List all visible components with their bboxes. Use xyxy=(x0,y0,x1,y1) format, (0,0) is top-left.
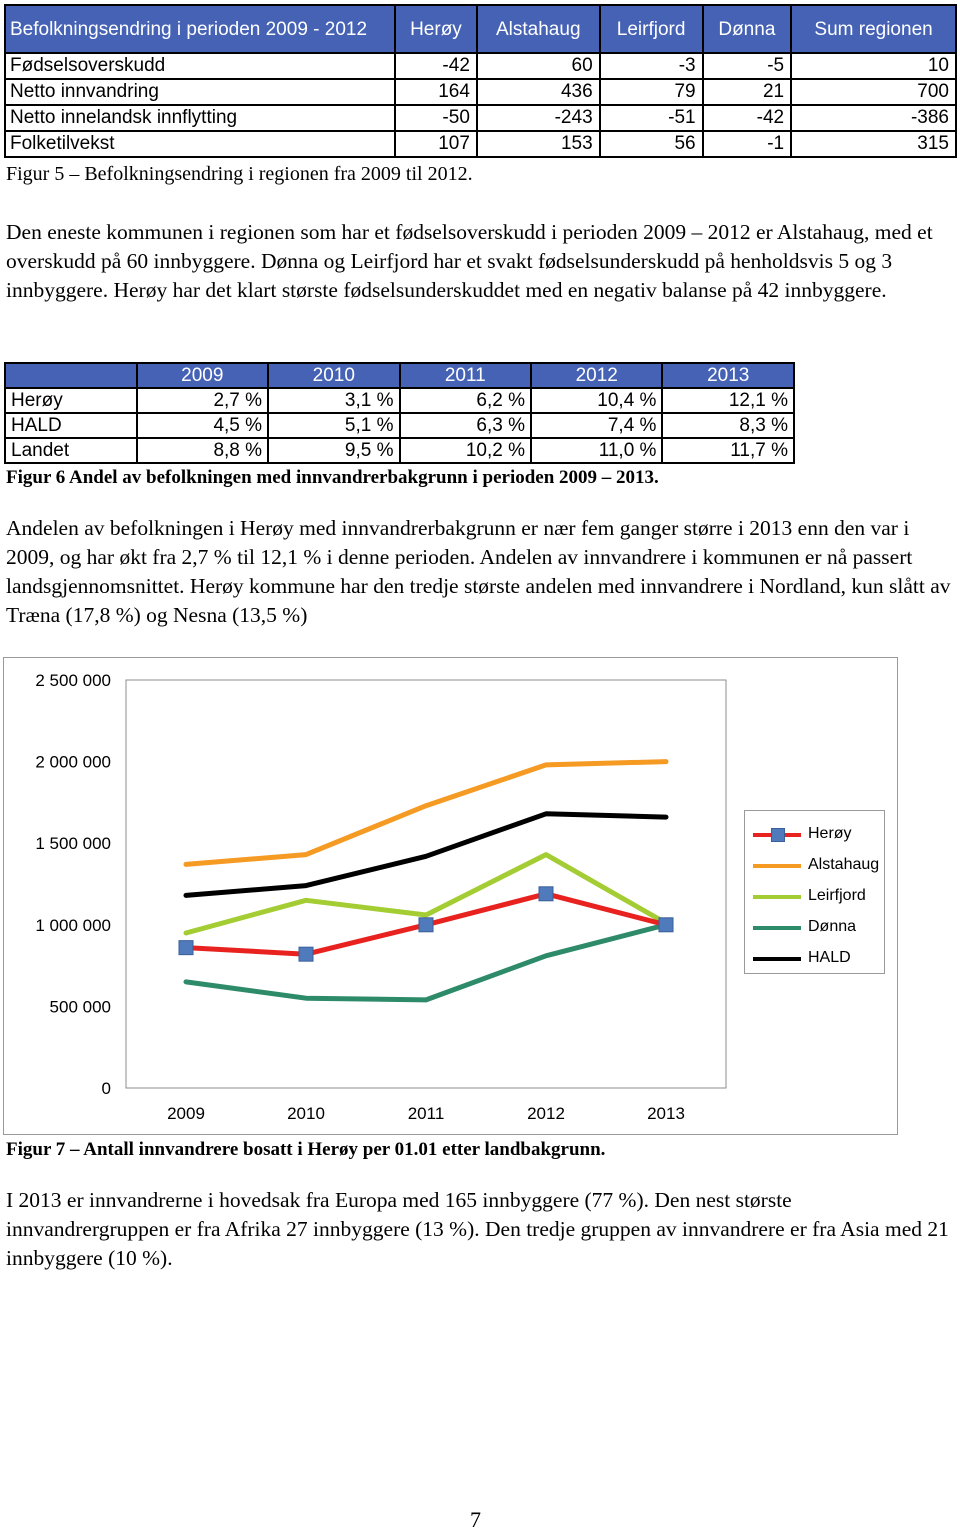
table-cell: 153 xyxy=(477,131,600,157)
table-cell: 6,2 % xyxy=(400,388,531,413)
table-row xyxy=(5,438,794,463)
table-cell: 4,5 % xyxy=(137,413,268,438)
series-line-Dønna xyxy=(186,925,666,1000)
table-cell: 11,7 % xyxy=(662,438,794,463)
table-cell: -1 xyxy=(703,131,792,157)
table-cell: 79 xyxy=(600,79,703,105)
table-cell: 315 xyxy=(791,131,956,157)
square-marker-icon xyxy=(771,828,785,842)
table-header-cell: Leirfjord xyxy=(600,5,703,53)
row-label: Folketilvekst xyxy=(5,131,395,157)
table-header-cell: 2012 xyxy=(531,363,662,388)
table-cell: 2,7 % xyxy=(137,388,268,413)
table-header-cell: Dønna xyxy=(703,5,792,53)
legend-swatch xyxy=(753,957,801,961)
paragraph-birth-surplus: Den eneste kommunen i regionen som har et fødselsoverskudd i perioden 2009 – 2012 er Alstahaug, med et overskudd på 60 innbyggere. Dønna og Leirfjord har et svakt fødselsunderskudd på henholdsvis 5 og 3 innbyggere. Herøy har det klart største fødselsunderskuddet med en negativ balanse på 42 innbyggere. xyxy=(6,220,933,302)
paragraph-origin: I 2013 er innvandrerne i hovedsak fra Europa med 165 innbyggere (77 %). Den nest største innvandrergruppen er fra Afrika 27 innbyggere (13 %). Den tredje gruppen av innvandrere er fra Asia med 21 innbyggere (10 %). xyxy=(6,1188,949,1270)
table-cell: 9,5 % xyxy=(268,438,399,463)
figure-6-caption: Figur 6 Andel av befolkningen med innvandrerbakgrunn i perioden 2009 – 2013. xyxy=(6,467,659,488)
legend-swatch xyxy=(753,864,801,868)
table-cell: -386 xyxy=(791,105,956,131)
legend-item-hald xyxy=(753,947,883,971)
y-tick-label: 1 000 000 xyxy=(35,915,111,935)
table-cell: 8,3 % xyxy=(662,413,794,438)
table-cell: -42 xyxy=(703,105,792,131)
legend-item-donna xyxy=(753,916,883,940)
table-header-cell: 2010 xyxy=(268,363,399,388)
table-row xyxy=(5,413,794,438)
x-tick-label: 2013 xyxy=(647,1104,685,1123)
table-cell: 436 xyxy=(477,79,600,105)
legend-label: Leirfjord xyxy=(808,887,866,904)
x-tick-label: 2012 xyxy=(527,1104,565,1123)
page-number: 7 xyxy=(470,1507,481,1532)
row-label: Landet xyxy=(5,438,137,463)
row-label: HALD xyxy=(5,413,137,438)
table-row xyxy=(5,105,956,131)
table-cell: 6,3 % xyxy=(400,413,531,438)
table-header-row xyxy=(5,5,956,53)
x-tick-label: 2009 xyxy=(167,1104,205,1123)
table-header-cell: 2009 xyxy=(137,363,268,388)
table-header-cell: Befolkningsendring i perioden 2009 - 2012 xyxy=(5,5,395,53)
data-point-marker xyxy=(299,947,313,961)
table-cell: 3,1 % xyxy=(268,388,399,413)
table-cell: 21 xyxy=(703,79,792,105)
chart-legend xyxy=(744,810,885,974)
y-tick-label: 2 500 000 xyxy=(35,671,111,690)
table-cell: -51 xyxy=(600,105,703,131)
table-row xyxy=(5,131,956,157)
plot-area xyxy=(126,680,726,1088)
y-tick-label: 0 xyxy=(101,1079,111,1098)
legend-label: Herøy xyxy=(808,825,852,842)
table-cell: 10,4 % xyxy=(531,388,662,413)
paragraph-immigrant-share: Andelen av befolkningen i Herøy med innvandrerbakgrunn er nær fem ganger større i 2013 enn den var i 2009, og har økt fra 2,7 % til 12,1 % i denne perioden. Andelen av innvandrere i kommunen er nå passert landsgjennomsnittet. Herøy kommune har den tredje største andelen med innvandrere i Nordland, kun slått av Træna (17,8 %) og Nesna (13,5 %) xyxy=(6,516,951,627)
y-tick-label: 500 000 xyxy=(49,997,111,1017)
table-header-cell: 2011 xyxy=(400,363,531,388)
table-row xyxy=(5,388,794,413)
row-label: Netto innvandring xyxy=(5,79,395,105)
row-label: Netto innelandsk innflytting xyxy=(5,105,395,131)
table-cell: 5,1 % xyxy=(268,413,399,438)
table-header-cell: 2013 xyxy=(662,363,794,388)
table-cell: 12,1 % xyxy=(662,388,794,413)
table-cell: -5 xyxy=(703,53,792,79)
data-point-marker xyxy=(179,941,193,955)
y-tick-label: 2 000 000 xyxy=(35,752,111,772)
legend-item-alstahaug xyxy=(753,854,883,878)
row-label: Herøy xyxy=(5,388,137,413)
population-change-table xyxy=(4,4,957,158)
data-point-marker xyxy=(419,918,433,932)
table-row xyxy=(5,53,956,79)
legend-swatch xyxy=(753,926,801,930)
table-header-row xyxy=(5,363,794,388)
table-cell: -3 xyxy=(600,53,703,79)
table-header-cell: Alstahaug xyxy=(477,5,600,53)
table-cell: -50 xyxy=(395,105,477,131)
table-cell: 107 xyxy=(395,131,477,157)
table-header-cell xyxy=(5,363,137,388)
legend-item-leirfjord xyxy=(753,885,883,909)
immigrant-share-table xyxy=(4,362,795,464)
x-tick-label: 2011 xyxy=(407,1104,445,1123)
legend-swatch xyxy=(753,895,801,899)
table-cell: 164 xyxy=(395,79,477,105)
table-cell: 8,8 % xyxy=(137,438,268,463)
table-cell: 11,0 % xyxy=(531,438,662,463)
data-point-marker xyxy=(539,887,553,901)
row-label: Fødselsoverskudd xyxy=(5,53,395,79)
legend-item-heroy xyxy=(753,823,883,847)
legend-label: Dønna xyxy=(808,918,857,935)
y-tick-label: 1 500 000 xyxy=(35,834,111,854)
table-cell: 700 xyxy=(791,79,956,105)
table-cell: 7,4 % xyxy=(531,413,662,438)
table-cell: 10 xyxy=(791,53,956,79)
legend-label: Alstahaug xyxy=(808,856,880,873)
data-point-marker xyxy=(659,918,673,932)
figure-7-caption: Figur 7 – Antall innvandrere bosatt i Herøy per 01.01 etter landbakgrunn. xyxy=(6,1139,606,1160)
table-cell: -42 xyxy=(395,53,477,79)
table-cell: 60 xyxy=(477,53,600,79)
x-tick-label: 2010 xyxy=(287,1104,325,1123)
table-header-cell: Sum regionen xyxy=(791,5,956,53)
legend-label: HALD xyxy=(808,949,851,966)
table-cell: 10,2 % xyxy=(400,438,531,463)
figure-5-caption: Figur 5 – Befolkningsendring i regionen fra 2009 til 2012. xyxy=(6,163,473,185)
table-header-cell: Herøy xyxy=(395,5,477,53)
table-cell: 56 xyxy=(600,131,703,157)
table-cell: -243 xyxy=(477,105,600,131)
table-row xyxy=(5,79,956,105)
